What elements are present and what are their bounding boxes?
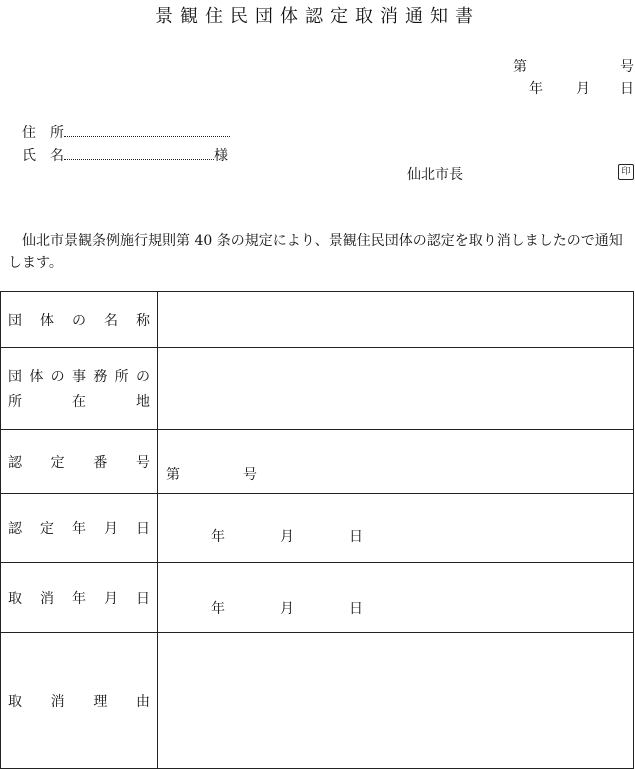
body-paragraph: 仙北市景観条例施行規則第 40 条の規定により、景観住民団体の認定を取り消しましたので通知します。 bbox=[8, 233, 623, 271]
cert-date-label: 認 定 年 月 日 bbox=[8, 521, 150, 537]
name-dotted-field bbox=[64, 159, 214, 160]
table-row bbox=[1, 563, 634, 633]
document-title: 景観住民団体認定取消通知書 bbox=[155, 6, 480, 27]
org-name-label-cell bbox=[1, 292, 158, 348]
cert-number-label-cell bbox=[1, 430, 158, 494]
org-name-value-cell[interactable] bbox=[158, 292, 634, 348]
address-label: 住 所 bbox=[22, 125, 64, 141]
name-line bbox=[22, 145, 228, 165]
revoke-reason-label: 取 消 理 由 bbox=[8, 693, 150, 710]
revoke-date-label-cell bbox=[1, 563, 158, 633]
revoke-reason-label-cell bbox=[1, 633, 158, 769]
doc-date-month: 月 bbox=[576, 81, 590, 97]
seal-mark: 印 bbox=[618, 164, 634, 180]
cert-date-label-cell bbox=[1, 494, 158, 563]
cert-date-fields bbox=[158, 526, 633, 546]
sender-name: 仙北市長 bbox=[407, 167, 463, 183]
org-name-label: 団 体 の 名 称 bbox=[8, 312, 150, 329]
revoke-date-value-cell[interactable] bbox=[158, 563, 634, 633]
doc-date-year: 年 bbox=[529, 81, 543, 97]
doc-number-suffix: 号 bbox=[620, 59, 634, 75]
cert-date-month: 月 bbox=[280, 529, 294, 545]
honorific: 様 bbox=[214, 148, 228, 164]
table-row bbox=[1, 494, 634, 563]
revoke-date-label: 取 消 年 月 日 bbox=[8, 590, 150, 607]
table-row bbox=[1, 348, 634, 430]
revoke-date-month: 月 bbox=[280, 600, 294, 617]
doc-number-prefix: 第 bbox=[513, 59, 527, 75]
office-address-value-cell[interactable] bbox=[158, 348, 634, 430]
cert-date-value-cell[interactable] bbox=[158, 494, 634, 563]
address-line bbox=[22, 122, 230, 142]
name-label: 氏 名 bbox=[22, 148, 64, 164]
cert-number-value-cell[interactable] bbox=[158, 430, 634, 494]
table-row bbox=[1, 292, 634, 348]
cert-number-label: 認 定 番 号 bbox=[8, 454, 150, 471]
revoke-reason-value-cell[interactable] bbox=[158, 633, 634, 769]
cert-number-suffix: 号 bbox=[243, 467, 257, 483]
doc-date-day: 日 bbox=[620, 81, 634, 97]
cert-date-day: 日 bbox=[349, 529, 363, 545]
revoke-date-fields bbox=[158, 598, 633, 618]
table-row bbox=[1, 430, 634, 494]
cert-number-prefix: 第 bbox=[166, 467, 180, 483]
address-dotted-field bbox=[64, 136, 230, 137]
office-address-label-line1: 団 体 の 事 務 所 の bbox=[8, 369, 150, 385]
office-address-label-line2: 所 在 地 bbox=[8, 394, 150, 410]
table-row bbox=[1, 633, 634, 769]
office-address-label-cell bbox=[1, 348, 158, 430]
cert-date-year: 年 bbox=[211, 529, 225, 545]
revoke-date-day: 日 bbox=[349, 600, 363, 617]
details-table bbox=[0, 291, 634, 769]
revoke-date-year: 年 bbox=[211, 600, 225, 617]
